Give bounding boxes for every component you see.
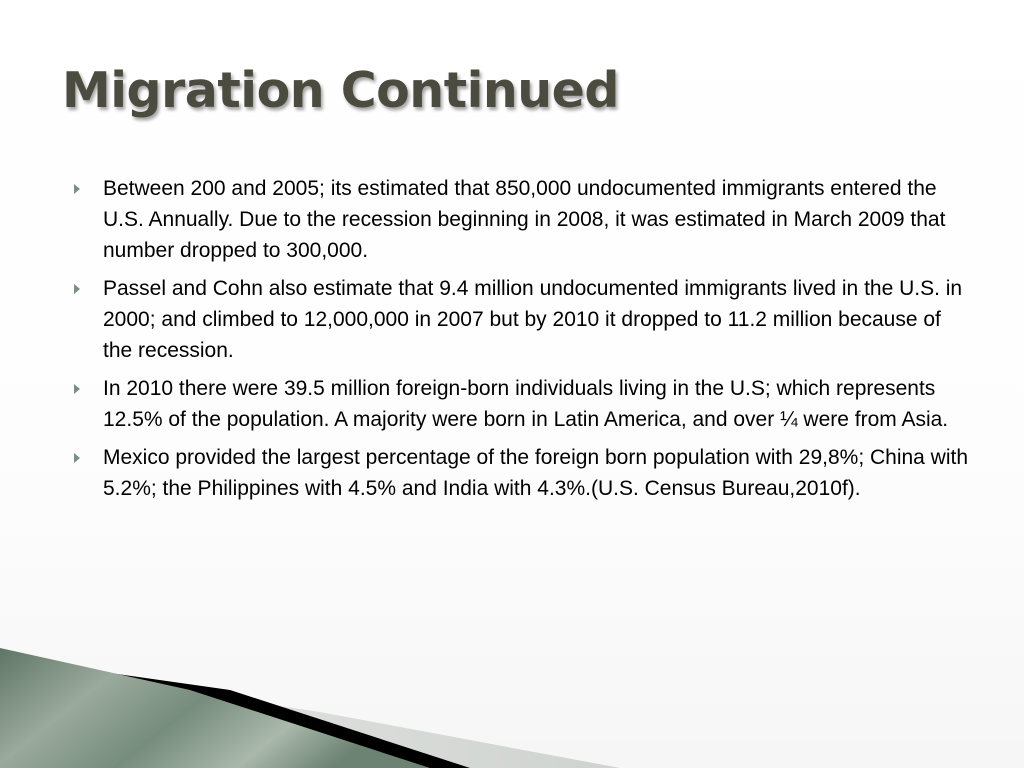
slide-title: Migration Continued — [62, 62, 619, 119]
bullet-text: Passel and Cohn also estimate that 9.4 million undocumented immigrants lived in the U.S. in 2000; and climbed to 12,000,000 in 2007 but by 2010 it dropped to 11.2 million because of the recession. — [103, 277, 963, 362]
bullet-text: Between 200 and 2005; its estimated that 850,000 undocumented immigrants entered the U.S. Annually. Due to the recession beginning in 2008, it was estimated in March 2009 that number dropped to 300,000. — [103, 177, 946, 262]
bullet-text: Mexico provided the largest percentage of the foreign born population with 29,8%; China with 5.2%; the Philippines with 4.5% and India with 4.3%.(U.S. Census Bureau,2010f). — [103, 446, 969, 500]
swoosh-green — [0, 648, 430, 768]
bullet-text: In 2010 there were 39.5 million foreign-born individuals living in the U.S; which represents 12.5% of the population. A majority were born in Latin America, and over ¼ were from Asia. — [103, 377, 949, 431]
